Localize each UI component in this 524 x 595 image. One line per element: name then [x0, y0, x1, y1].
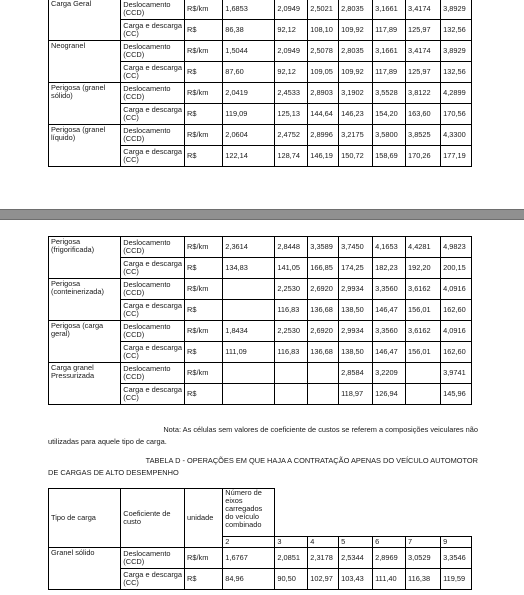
cc-label-cell: Carga e descarga (CC) [121, 258, 185, 279]
category-cell: Perigosa (granel líquido) [49, 125, 121, 167]
ccd-label-cell: Deslocamento (CCD) [121, 0, 185, 20]
note-line-1: Nota: As células sem valores de coeficiente de custos se referem a composições veiculares não [163, 425, 478, 434]
category-cell: Perigosa (granel sólido) [49, 83, 121, 125]
value-cell: 163,60 [406, 104, 441, 125]
cc-label-cell: Carga e descarga (CC) [121, 20, 185, 41]
value-cell: 146,23 [339, 104, 373, 125]
unit-cell: R$ [185, 384, 223, 405]
value-cell: 111,09 [223, 342, 275, 363]
value-cell: 92,12 [275, 62, 308, 83]
unit-cell: R$ [185, 258, 223, 279]
value-cell: 1,5044 [223, 41, 275, 62]
table-d-title [48, 455, 478, 479]
value-cell: 2,0604 [223, 125, 275, 146]
axle-5: 5 [339, 537, 373, 548]
unit-cell: R$/km [185, 83, 223, 104]
axle-9: 9 [441, 537, 472, 548]
header-eixos: Número de eixos carregados do veículo combinado [223, 489, 275, 537]
unit-cell: R$/km [185, 321, 223, 342]
value-cell: 158,69 [373, 146, 406, 167]
table-row [49, 363, 472, 384]
value-cell: 2,3614 [223, 237, 275, 258]
unit-cell: R$ [185, 104, 223, 125]
unit-cell: R$/km [185, 237, 223, 258]
value-cell: 3,6162 [406, 279, 441, 300]
value-cell: 136,68 [308, 300, 339, 321]
header-blank [275, 489, 472, 537]
unit-cell: R$ [185, 62, 223, 83]
unit-cell: R$ [185, 569, 223, 590]
category-cell: Perigosa (conteinerizada) [49, 279, 121, 321]
value-cell: 3,3589 [308, 237, 339, 258]
value-cell: 1,6853 [223, 0, 275, 20]
axle-6: 6 [373, 537, 406, 548]
value-cell: 3,5528 [373, 83, 406, 104]
axle-7: 7 [406, 537, 441, 548]
value-cell: 138,50 [339, 300, 373, 321]
header-unidade: unidade [185, 489, 223, 548]
value-cell: 3,3560 [373, 321, 406, 342]
value-cell: 116,38 [406, 569, 441, 590]
value-cell: 87,60 [223, 62, 275, 83]
table-d-title-line-1: TABELA D - OPERAÇÕES EM QUE HAJA A CONTRATAÇÃO APENAS DO VEÍCULO AUTOMOTOR [145, 456, 478, 465]
value-cell: 3,1902 [339, 83, 373, 104]
value-cell: 2,0949 [275, 0, 308, 20]
value-cell [406, 363, 441, 384]
unit-cell: R$/km [185, 125, 223, 146]
table-d-body [49, 548, 472, 590]
value-cell: 125,97 [406, 20, 441, 41]
unit-cell: R$ [185, 20, 223, 41]
value-cell: 2,8903 [308, 83, 339, 104]
unit-cell: R$ [185, 300, 223, 321]
value-cell: 4,0916 [441, 279, 472, 300]
unit-cell: R$ [185, 342, 223, 363]
value-cell: 4,3300 [441, 125, 472, 146]
table-d-header-row [49, 489, 472, 537]
table-note [48, 424, 478, 448]
value-cell: 145,96 [441, 384, 472, 405]
value-cell: 2,5078 [308, 41, 339, 62]
value-cell: 116,83 [275, 342, 308, 363]
value-cell: 3,0529 [406, 548, 441, 569]
table-row [49, 41, 472, 62]
value-cell [223, 363, 275, 384]
value-cell: 116,83 [275, 300, 308, 321]
value-cell: 2,4752 [275, 125, 308, 146]
value-cell: 111,40 [373, 569, 406, 590]
unit-cell: R$/km [185, 0, 223, 20]
value-cell: 126,94 [373, 384, 406, 405]
value-cell: 2,6920 [308, 279, 339, 300]
value-cell: 166,85 [308, 258, 339, 279]
value-cell: 3,8525 [406, 125, 441, 146]
value-cell [223, 384, 275, 405]
axle-3: 3 [275, 537, 308, 548]
value-cell: 4,2899 [441, 83, 472, 104]
value-cell: 170,56 [441, 104, 472, 125]
value-cell: 136,68 [308, 342, 339, 363]
value-cell: 146,47 [373, 300, 406, 321]
category-cell: Perigosa (frigorificada) [49, 237, 121, 279]
value-cell: 2,8996 [308, 125, 339, 146]
value-cell: 156,01 [406, 342, 441, 363]
note-line-2: utilizadas para aquele tipo de carga. [48, 437, 167, 446]
value-cell: 118,97 [339, 384, 373, 405]
value-cell [275, 384, 308, 405]
value-cell: 154,20 [373, 104, 406, 125]
value-cell: 109,05 [308, 62, 339, 83]
value-cell: 3,8929 [441, 41, 472, 62]
axle-4: 4 [308, 537, 339, 548]
value-cell: 3,3560 [373, 279, 406, 300]
value-cell: 144,64 [308, 104, 339, 125]
value-cell: 119,09 [223, 104, 275, 125]
value-cell: 117,89 [373, 20, 406, 41]
value-cell: 3,9741 [441, 363, 472, 384]
value-cell: 200,15 [441, 258, 472, 279]
value-cell: 3,2175 [339, 125, 373, 146]
table-row [49, 548, 472, 569]
category-cell: Perigosa (carga geral) [49, 321, 121, 363]
table2-body [49, 237, 472, 405]
value-cell: 134,83 [223, 258, 275, 279]
value-cell: 102,97 [308, 569, 339, 590]
value-cell: 146,19 [308, 146, 339, 167]
value-cell: 2,8035 [339, 0, 373, 20]
value-cell: 2,4533 [275, 83, 308, 104]
value-cell: 92,12 [275, 20, 308, 41]
table-d [48, 488, 472, 590]
table1-body [49, 0, 472, 167]
category-cell: Carga Geral [49, 0, 121, 41]
cc-label-cell: Carga e descarga (CC) [121, 384, 185, 405]
value-cell: 3,4174 [406, 0, 441, 20]
value-cell: 1,8434 [223, 321, 275, 342]
value-cell: 2,2530 [275, 321, 308, 342]
cc-label-cell: Carga e descarga (CC) [121, 146, 185, 167]
value-cell: 141,05 [275, 258, 308, 279]
category-cell: Carga granel Pressurizada [49, 363, 121, 405]
value-cell: 2,8448 [275, 237, 308, 258]
table-d-title-line-2: DE CARGAS DE ALTO DESEMPENHO [48, 468, 179, 477]
value-cell: 84,96 [223, 569, 275, 590]
value-cell: 3,3546 [441, 548, 472, 569]
value-cell: 4,1653 [373, 237, 406, 258]
cc-label-cell: Carga e descarga (CC) [121, 300, 185, 321]
page-separator [0, 209, 524, 220]
value-cell: 156,01 [406, 300, 441, 321]
ccd-label-cell: Deslocamento (CCD) [121, 41, 185, 62]
value-cell: 2,9934 [339, 279, 373, 300]
value-cell [308, 384, 339, 405]
axle-2: 2 [223, 537, 275, 548]
header-coef: Coeficiente de custo [121, 489, 185, 548]
value-cell: 138,50 [339, 342, 373, 363]
value-cell: 117,89 [373, 62, 406, 83]
value-cell [275, 363, 308, 384]
ccd-label-cell: Deslocamento (CCD) [121, 237, 185, 258]
value-cell: 3,2209 [373, 363, 406, 384]
value-cell: 3,5800 [373, 125, 406, 146]
value-cell: 2,5344 [339, 548, 373, 569]
unit-cell: R$ [185, 146, 223, 167]
value-cell: 3,4174 [406, 41, 441, 62]
ccd-label-cell: Deslocamento (CCD) [121, 279, 185, 300]
value-cell: 109,92 [339, 62, 373, 83]
value-cell: 177,19 [441, 146, 472, 167]
value-cell: 3,7450 [339, 237, 373, 258]
table-row [49, 125, 472, 146]
value-cell: 174,25 [339, 258, 373, 279]
value-cell [223, 300, 275, 321]
unit-cell: R$/km [185, 363, 223, 384]
unit-cell: R$/km [185, 279, 223, 300]
value-cell: 162,60 [441, 342, 472, 363]
value-cell: 2,9934 [339, 321, 373, 342]
ccd-label-cell: Deslocamento (CCD) [121, 363, 185, 384]
value-cell: 125,13 [275, 104, 308, 125]
value-cell: 192,20 [406, 258, 441, 279]
table-row [49, 83, 472, 104]
value-cell: 3,8122 [406, 83, 441, 104]
value-cell: 3,1661 [373, 41, 406, 62]
cost-table-part-1 [48, 0, 472, 167]
value-cell: 2,3178 [308, 548, 339, 569]
category-cell: Neogranel [49, 41, 121, 83]
value-cell: 2,5021 [308, 0, 339, 20]
unit-cell: R$/km [185, 548, 223, 569]
table-row [49, 237, 472, 258]
value-cell: 3,8929 [441, 0, 472, 20]
value-cell: 2,0419 [223, 83, 275, 104]
value-cell: 109,92 [339, 20, 373, 41]
category-cell: Granel sólido [49, 548, 121, 590]
value-cell: 103,43 [339, 569, 373, 590]
cc-label-cell: Carga e descarga (CC) [121, 104, 185, 125]
value-cell: 119,59 [441, 569, 472, 590]
value-cell [308, 363, 339, 384]
value-cell: 170,26 [406, 146, 441, 167]
value-cell: 2,0949 [275, 41, 308, 62]
value-cell: 2,8969 [373, 548, 406, 569]
value-cell: 128,74 [275, 146, 308, 167]
value-cell: 162,60 [441, 300, 472, 321]
value-cell: 90,50 [275, 569, 308, 590]
value-cell [223, 279, 275, 300]
cc-label-cell: Carga e descarga (CC) [121, 62, 185, 83]
ccd-label-cell: Deslocamento (CCD) [121, 83, 185, 104]
value-cell: 3,1661 [373, 0, 406, 20]
value-cell [406, 384, 441, 405]
table-row [49, 0, 472, 20]
value-cell: 3,6162 [406, 321, 441, 342]
cost-table-part-2 [48, 236, 472, 405]
value-cell: 2,2530 [275, 279, 308, 300]
table-row [49, 321, 472, 342]
value-cell: 1,6767 [223, 548, 275, 569]
value-cell: 4,4281 [406, 237, 441, 258]
table-row [49, 279, 472, 300]
value-cell: 4,9823 [441, 237, 472, 258]
value-cell: 150,72 [339, 146, 373, 167]
value-cell: 132,56 [441, 20, 472, 41]
value-cell: 4,0916 [441, 321, 472, 342]
header-tipo: Tipo de carga [49, 489, 121, 548]
value-cell: 108,10 [308, 20, 339, 41]
ccd-label-cell: Deslocamento (CCD) [121, 548, 185, 569]
value-cell: 2,6920 [308, 321, 339, 342]
cc-label-cell: Carga e descarga (CC) [121, 342, 185, 363]
value-cell: 122,14 [223, 146, 275, 167]
value-cell: 2,0851 [275, 548, 308, 569]
value-cell: 86,38 [223, 20, 275, 41]
value-cell: 125,97 [406, 62, 441, 83]
ccd-label-cell: Deslocamento (CCD) [121, 321, 185, 342]
cc-label-cell: Carga e descarga (CC) [121, 569, 185, 590]
unit-cell: R$/km [185, 41, 223, 62]
value-cell: 182,23 [373, 258, 406, 279]
value-cell: 146,47 [373, 342, 406, 363]
value-cell: 132,56 [441, 62, 472, 83]
ccd-label-cell: Deslocamento (CCD) [121, 125, 185, 146]
value-cell: 2,8035 [339, 41, 373, 62]
value-cell: 2,8584 [339, 363, 373, 384]
